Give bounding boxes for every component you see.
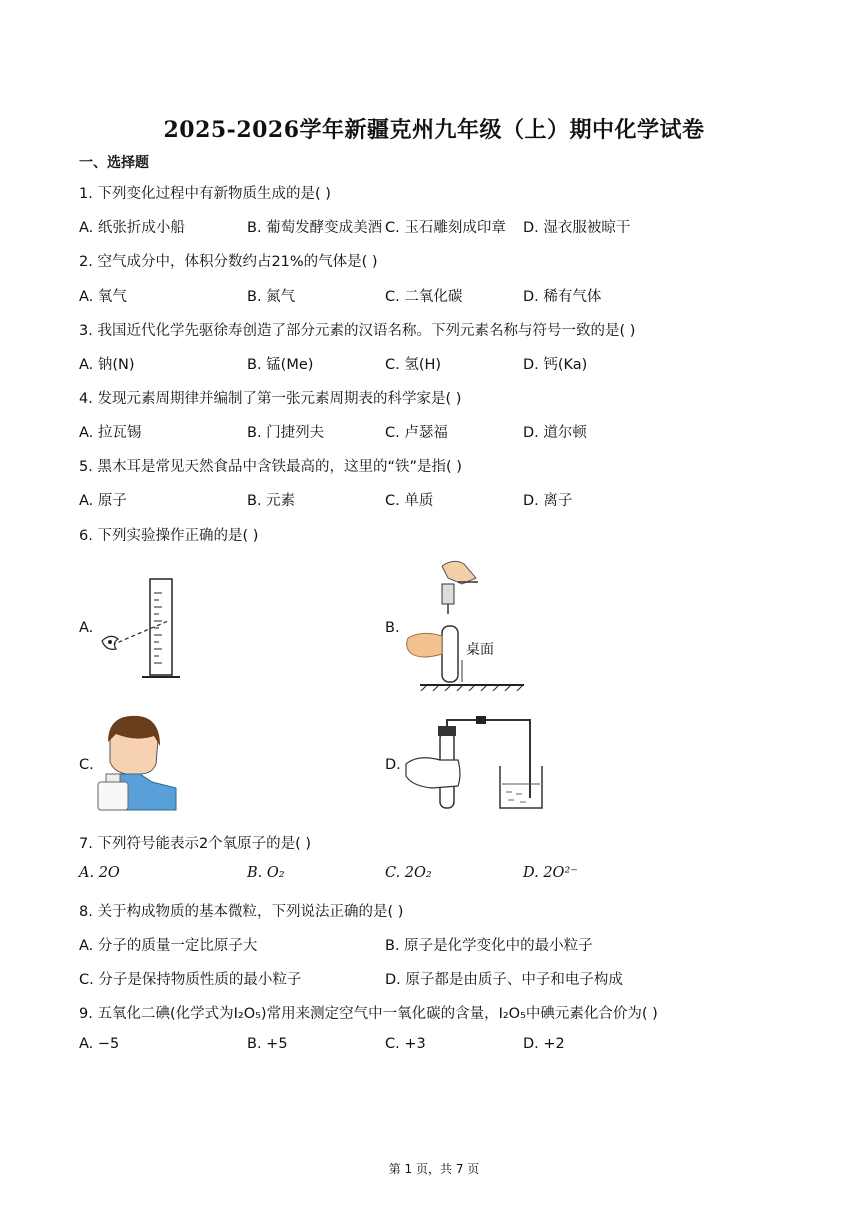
- question-6-stem: 6. 下列实验操作正确的是( ): [79, 528, 259, 544]
- option-d[interactable]: D. 2O²⁻: [523, 865, 578, 881]
- exam-title: 2025-2026学年新疆克州九年级（上）期中化学试卷: [163, 117, 705, 143]
- option-c[interactable]: C. 二氧化碳: [385, 289, 463, 305]
- question-9-options: [79, 1036, 799, 1058]
- option-d[interactable]: D. 离子: [523, 493, 573, 509]
- question-4-stem: 4. 发现元素周期律并编制了第一张元素周期表的科学家是( ): [79, 391, 462, 407]
- option-d[interactable]: D. 湿衣服被晾干: [523, 220, 631, 236]
- option-c[interactable]: C. +3: [385, 1036, 426, 1052]
- option-a[interactable]: A. 钠(N): [79, 357, 135, 373]
- question-4-options: [79, 421, 799, 443]
- option-a[interactable]: A. −5: [79, 1036, 120, 1052]
- page-footer: 第 1 页，共 7 页: [388, 1162, 480, 1176]
- option-a[interactable]: A. 纸张折成小船: [79, 220, 185, 236]
- option-a[interactable]: A. 分子的质量一定比原子大: [79, 938, 258, 954]
- option-c[interactable]: C. 2O₂: [385, 865, 432, 881]
- option-d[interactable]: D. 稀有气体: [523, 289, 602, 305]
- question-8-options-row1: [79, 934, 799, 956]
- option-b[interactable]: B. +5: [247, 1036, 288, 1052]
- option-b[interactable]: B. 锰(Me): [247, 357, 314, 373]
- option-c[interactable]: C. 玉石雕刻成印章: [385, 220, 506, 236]
- option-d[interactable]: D. 钙(Ka): [523, 357, 588, 373]
- option-a[interactable]: A. 拉瓦锡: [79, 425, 142, 441]
- airtightness-check-figure: [402, 714, 552, 814]
- smelling-gas-figure: [96, 712, 186, 812]
- option-d[interactable]: D. 原子都是由质子、中子和电子构成: [385, 972, 623, 988]
- option-c[interactable]: C. 卢瑟福: [385, 425, 448, 441]
- option-a[interactable]: A. 2O: [79, 865, 120, 881]
- option-d[interactable]: D. +2: [523, 1036, 565, 1052]
- question-3-stem: 3. 我国近代化学先驱徐寿创造了部分元素的汉语名称。下列元素名称与符号一致的是( ): [79, 323, 636, 339]
- option-b[interactable]: B. 原子是化学变化中的最小粒子: [385, 938, 593, 954]
- graduated-cylinder-figure: [98, 573, 188, 683]
- question-7-options: [79, 865, 799, 887]
- option-c[interactable]: C. 单质: [385, 493, 434, 509]
- option-a[interactable]: A.: [79, 620, 94, 636]
- question-5-stem: 5. 黑木耳是常见天然食品中含铁最高的，这里的“铁”是指( ): [79, 459, 462, 475]
- desk-label: 桌面: [466, 642, 494, 658]
- option-b[interactable]: B. 门捷列夫: [247, 425, 325, 441]
- question-9-stem: 9. 五氧化二碘(化学式为I₂O₅)常用来测定空气中一氧化碳的含量，I₂O₅中碘元素化合价为( ): [79, 1006, 658, 1022]
- question-8-options-row2: [79, 968, 799, 990]
- option-d[interactable]: D.: [385, 757, 401, 773]
- option-b[interactable]: B. O₂: [247, 865, 285, 881]
- option-c[interactable]: C. 氢(H): [385, 357, 442, 373]
- question-5-options: [79, 489, 799, 511]
- dropper-test-tube-figure: [402, 556, 532, 691]
- option-c[interactable]: C. 分子是保持物质性质的最小粒子: [79, 972, 302, 988]
- question-8-stem: 8. 关于构成物质的基本微粒，下列说法正确的是( ): [79, 904, 404, 920]
- option-b[interactable]: B. 葡萄发酵变成美酒: [247, 220, 383, 236]
- section-heading: 一、选择题: [79, 155, 149, 171]
- option-d[interactable]: D. 道尔顿: [523, 425, 587, 441]
- option-b[interactable]: B. 元素: [247, 493, 296, 509]
- option-b[interactable]: B. 氮气: [247, 289, 296, 305]
- option-a[interactable]: A. 原子: [79, 493, 127, 509]
- question-1-stem: 1. 下列变化过程中有新物质生成的是( ): [79, 186, 331, 202]
- question-7-stem: 7. 下列符号能表示2个氧原子的是( ): [79, 836, 312, 852]
- option-c[interactable]: C.: [79, 757, 94, 773]
- question-1-options: [79, 216, 799, 238]
- question-2-options: [79, 285, 799, 307]
- option-b[interactable]: B.: [385, 620, 400, 636]
- option-a[interactable]: A. 氧气: [79, 289, 127, 305]
- question-3-options: [79, 353, 799, 375]
- question-2-stem: 2. 空气成分中，体积分数约占21%的气体是( ): [79, 254, 378, 270]
